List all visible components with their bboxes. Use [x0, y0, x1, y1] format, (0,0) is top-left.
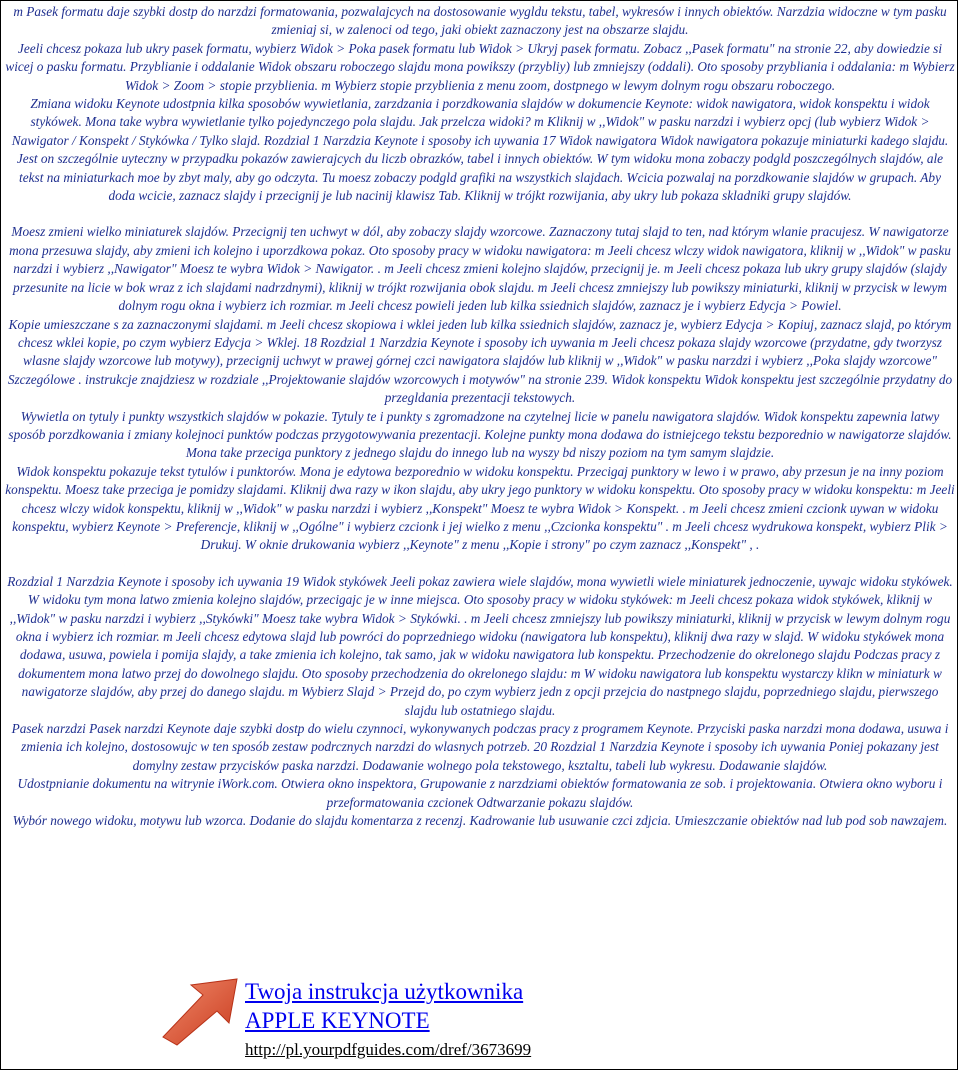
footer-banner [159, 975, 719, 1067]
paragraph: Widok konspektu pokazuje tekst tytulów i punktorów. Mona je edytowa bezporednio w widoku konspektu. Przecigaj punktory w lewo i w prawo, aby przesun je na inny poziom konspektu. Moesz take przeciga je pomidzy slajdami. Kliknij dwa razy w ikon slajdu, aby ukry jego punktory w widoku konspektu. Oto sposoby pracy w widoku konspektu: m Jeeli chcesz wlczy widok konspektu, kliknij w ,,Widok" w pasku narzdzi i wybierz ,,Konspekt" Moesz te wybra Widok > Konspekt. . m Jeeli chcesz zmieni czcionk uywan w widoku konspektu, wybierz Keynote > Preferencje, kliknij w ,,Ogólne" i wybierz czcionk i jej wielko z menu ,,Czcionka konspektu" . m Jeeli chcesz wydrukowa konspekt, wybierz Plik > Drukuj. W oknie drukowania wybierz ,,Keynote" z menu ,,Kopie i strony" po czym zaznacz ,,Konspekt" , . [5, 463, 955, 553]
url-link[interactable]: http://pl.yourpdfguides.com/dref/3673699 [245, 1040, 532, 1059]
paragraph-gap [5, 205, 955, 223]
arrow-icon [159, 975, 241, 1047]
paragraph: Rozdzial 1 Narzdzia Keynote i sposoby ich uywania 19 Widok stykówek Jeeli pokaz zawiera wiele slajdów, mona wywietli wiele miniaturek jednoczenie, uywajc widoku stykówek. W widoku tym mona latwo zmienia kolejno slajdów, przecigajc je w inne miejsca. Oto sposoby pracy w widoku stykówek: m Jeeli chcesz pokaza widok stykówek, kliknij w ,,Widok" w pasku narzdzi i wybierz ,,Stykówki" Moesz take wybra Widok > Stykówki. . m Jeeli chcesz zmniejszy lub powikszy miniaturki, kliknij w przycisk w lewym dolnym rogu okna i wybierz ich rozmiar. m Jeeli chcesz edytowa slajd lub powróci do poprzedniego widoku (nawigatora lub konspektu), kliknij dwa razy w slajd. W widoku stykówek mona dodawa, usuwa, powiela i pomija slajdy, a take zmienia ich kolejno, tak samo, jak w widoku nawigatora lub konspektu. Przechodzenie do okrelonego slajdu Podczas pracy z dokumentem mona latwo przej do dowolnego slajdu. Oto sposoby przechodzenia do okrelonego slajdu: m W widoku nawigatora lub konspektu wystarczy klikn w miniaturk w nawigatorze slajdów, aby przej do danego slajdu. m Wybierz Slajd > Przejd do, po czym wybierz jedn z opcji przejcia do nastpnego slajdu, poprzedniego slajdu, pierwszego slajdu lub ostatniego slajdu. [7, 573, 953, 718]
footer-links [245, 977, 531, 1065]
paragraph: m Pasek formatu daje szybki dostp do narzdzi formatowania, pozwalajcych na dostosowanie wygldu tekstu, tabel, wykresów i innych obiektów. Narzdzia widoczne w tym pasku zmieniaj si, w zalenoci od tego, jaki obiekt zaznaczony jest na obszarze slajdu. [13, 4, 947, 38]
paragraph-gap [5, 555, 955, 573]
paragraph: Wywietla on tytuly i punkty wszystkich slajdów w pokazie. Tytuly te i punkty s zgromadzone na czytelnej licie w panelu nawigatora slajdów. Widok konspektu zapewnia latwy sposób porzdkowania i zmiany kolejnoci punktów podczas przygotowywania prezentacji. Kolejne punkty mona dodawa do istniejcego tekstu bezporednio w nawigatorze slajdów. Mona take przeciga punktory z jednego slajdu do innego lub na wyszy bd niszy poziom na tym samym slajdzie. [8, 408, 952, 461]
paragraph: Pasek narzdzi Pasek narzdzi Keynote daje szybki dostp do wielu czynnoci, wykonywanych podczas pracy z programem Keynote. Przyciski paska narzdzi mona dodawa, usuwa i zmienia ich kolejno, dostosowujc w ten sposób zestaw podrcznych narzdzi do wlasnych potrzeb. 20 Rozdzial 1 Narzdzia Keynote i sposoby ich uywania Poniej pokazany jest domylny zestaw przycisków paska narzdzi. Dodawanie wolnego pola tekstowego, ksztaltu, tabeli lub wykresu. Dodawanie slajdów. [11, 721, 949, 773]
paragraph: Zmiana widoku Keynote udostpnia kilka sposobów wywietlania, zarzdzania i porzdkowania slajdów w dokumencie Keynote: widok nawigatora, widok konspektu i widok stykówek. Mona take wybra wywietlanie tylko pojedynczego pola slajdu. Jak przelcza widoki? m Kliknij w ,,Widok" w pasku narzdzi i wybierz opcj (lub wybierz Widok > Nawigator / Konspekt / Stykówka / Tylko slajd. Rozdzial 1 Narzdzia Keynote i sposoby ich uywania 17 Widok nawigatora Widok nawigatora pokazuje miniaturki kadego slajdu. Jest on szczególnie uyteczny w przypadku pokazów zawierajcych du liczb obrazków, tabel i innych obiektów. W tym widoku mona zobaczy podgld poszczególnych slajdów, ale tekst na miniaturkach moe by zbyt maly, aby go odczyta. Tu moesz zobaczy podgld grafiki na wszystkich slajdach. Wcicia pozwalaj na porzdkowanie slajdów w grupach. Aby doda wcicie, zaznacz slajdy i przecignij je lub nacinij klawisz Tab. Kliknij w trójkt rozwijania, aby ukry lub pokaza skladniki grupy slajdów. [11, 96, 949, 204]
paragraph: Wybór nowego widoku, motywu lub wzorca. Dodanie do slajdu komentarza z recenzj. Kadrowanie lub usuwanie czci zdjcia. Umieszczanie obiektów nad lub pod sob nawzajem. [12, 813, 948, 829]
paragraph: Udostpnianie dokumentu na witrynie iWork.com. Otwiera okno inspektora, Grupowanie z narzdziami obiektów formatowania ze sob. i projektowania. Otwiera okno wyboru i przeformatowania czcionek Odtwarzanie pokazu slajdów. [17, 776, 943, 810]
manual-title-link[interactable]: Twoja instrukcja użytkownika [245, 979, 524, 1004]
paragraph: Jeeli chcesz pokaza lub ukry pasek formatu, wybierz Widok > Poka pasek formatu lub Widok > Ukryj pasek formatu. Zobacz ,,Pasek formatu" na stronie 22, aby dowiedzie si wicej o pasku formatu. Przyblianie i oddalanie Widok obszaru roboczego slajdu mona powikszy (przybliy) lub zmniejszy (oddali). Oto sposoby przybliania i oddalania: m Wybierz Widok > Zoom > stopie przyblienia. m Wybierz stopie przyblienia z menu zoom, dostpnego w lewym dolnym rogu obszaru roboczego. [5, 40, 955, 93]
paragraph: Moesz zmieni wielko miniaturek slajdów. Przecignij ten uchwyt w dól, aby zobaczy slajdy wzorcowe. Zaznaczony tutaj slajd to ten, nad którym wlanie pracujesz. W nawigatorze mona przesuwa slajdy, aby zmieni ich kolejno i uporzdkowa pokaz. Oto sposoby pracy w widoku nawigatora: m Jeeli chcesz wlczy widok nawigatora, kliknij w ,,Widok" w pasku narzdzi i wybierz ,,Nawigator" Moesz te wybra Widok > Nawigator. . m Jeeli chcesz zmieni kolejno slajdów, przecignij je. m Jeeli chcesz pokaza lub ukry grupy slajdów (slajdy przesunite na licie w bok wraz z ich slajdami nadrzdnymi), kliknij w trójkt rozwijania obok slajdu. m Jeeli chcesz zmniejszy lub powikszy miniaturki, kliknij w przycisk w lewym dolnym rogu okna i wybierz ich rozmiar. m Jeeli chcesz powieli jeden lub kilka ssiednich slajdów, zaznacz je i wybierz Edycja > Powiel. [9, 224, 951, 314]
paragraph: Kopie umieszczane s za zaznaczonymi slajdami. m Jeeli chcesz skopiowa i wklei jeden lub kilka ssiednich slajdów, zaznacz je, wybierz Edycja > Kopiuj, zaznacz slajd, po którym chcesz wklei kopie, po czym wybierz Edycja > Wklej. 18 Rozdzial 1 Narzdzia Keynote i sposoby ich uywania m Jeeli chcesz pokaza slajdy wzorcowe (przydatne, gdy tworzysz wlasne slajdy wzorcowe lub motywy), przecignij uchwyt w prawej górnej czci nawigatora slajdów lub kliknij w ,,Widok" w pasku narzdzi i wybierz ,,Poka slajdy wzorcowe" Szczególowe . instrukcje znajdziesz w rozdziale ,,Projektowanie slajdów wzorcowych i motywów" na stronie 239. Widok konspektu Widok konspektu jest szczególnie przydatny do przegldania prezentacji tekstowych. [7, 316, 953, 406]
document-body [5, 3, 955, 830]
product-link[interactable]: APPLE KEYNOTE [245, 1008, 430, 1033]
